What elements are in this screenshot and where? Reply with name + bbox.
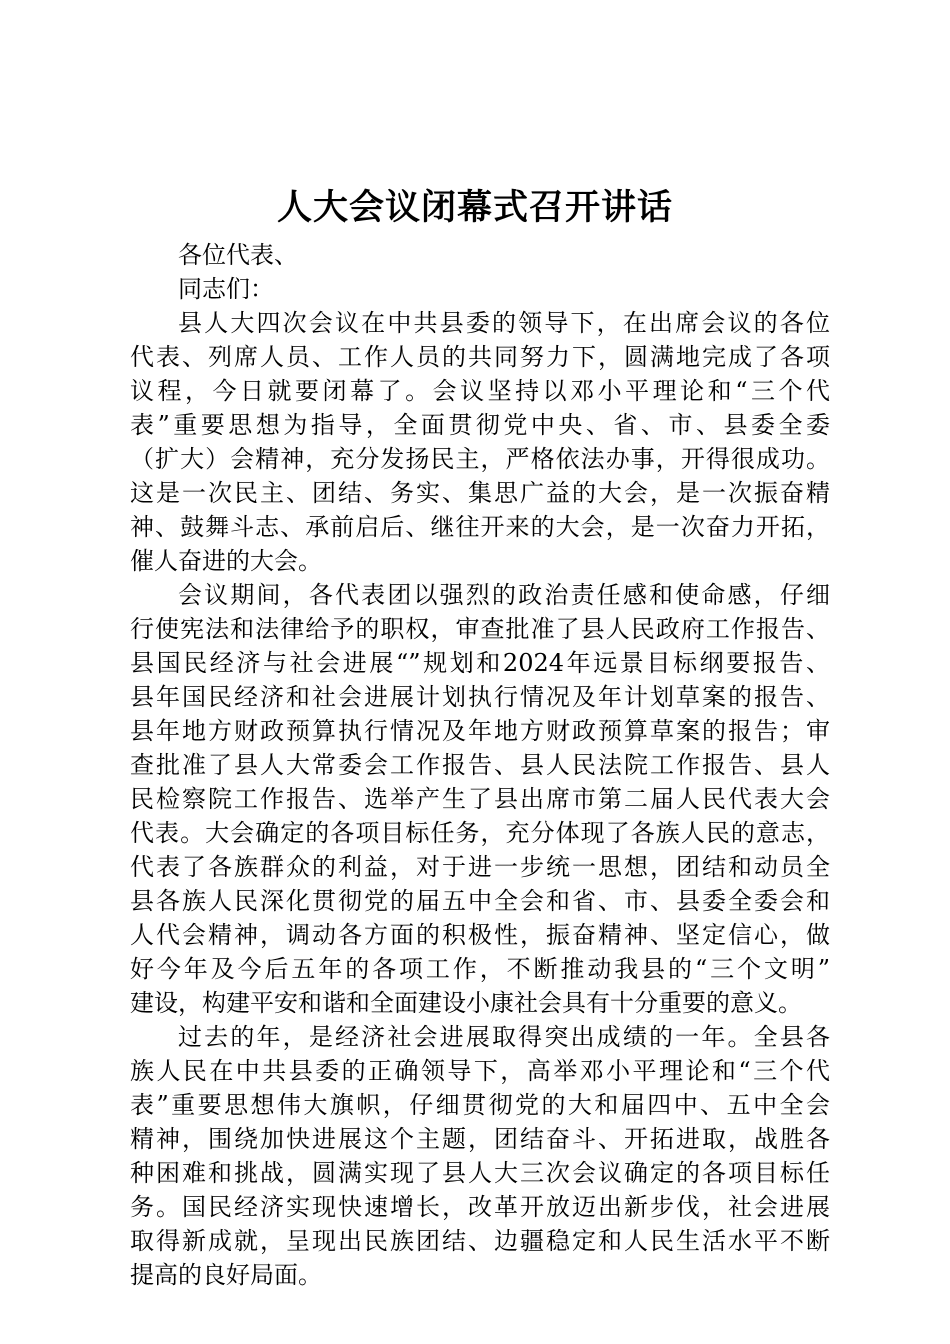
paragraph-line: 议程，今日就要闭幕了。会议坚持以邓小平理论和“三个代 [130, 377, 830, 405]
paragraph-line: 提高的良好局面。 [130, 1261, 322, 1289]
document-title: 人大会议闭幕式召开讲话 [276, 187, 673, 228]
paragraph-line: 代表了各族群众的利益，对于进一步统一思想，团结和动员全 [130, 853, 830, 881]
paragraph-line: 好今年及今后五年的各项工作，不断推动我县的“三个文明” [130, 955, 830, 983]
paragraph-line: 代表、列席人员、工作人员的共同努力下，圆满地完成了各项 [130, 343, 830, 371]
paragraph-line: 建设，构建平安和谐和全面建设小康社会具有十分重要的意义。 [130, 989, 802, 1017]
paragraph-line: 族人民在中共县委的正确领导下，高举邓小平理论和“三个代 [130, 1057, 830, 1085]
paragraph-line: 表”重要思想伟大旗帜，仔细贯彻党的大和届四中、五中全会 [130, 1091, 830, 1119]
paragraph-line: 过去的年，是经济社会进展取得突出成绩的一年。全县各 [178, 1023, 830, 1051]
paragraph-line: （扩大）会精神，充分发扬民主，严格依法办事，开得很成功。 [130, 445, 830, 473]
paragraph-line: 取得新成就，呈现出民族团结、边疆稳定和人民生活水平不断 [130, 1227, 830, 1255]
paragraph-line: 精神，围绕加快进展这个主题，团结奋斗、开拓进取，战胜各 [130, 1125, 830, 1153]
paragraph-line: 县各族人民深化贯彻党的届五中全会和省、市、县委全委会和 [130, 887, 830, 915]
paragraph-line: 会议期间，各代表团以强烈的政治责任感和使命感，仔细 [178, 581, 830, 609]
paragraph-line: 行使宪法和法律给予的职权，审查批准了县人民政府工作报告、 [130, 615, 830, 643]
paragraph-line: 这是一次民主、团结、务实、集思广益的大会，是一次振奋精 [130, 479, 830, 507]
paragraph-line: 表”重要思想为指导，全面贯彻党中央、省、市、县委全委 [130, 411, 830, 439]
paragraph-line: 种困难和挑战，圆满实现了县人大三次会议确定的各项目标任 [130, 1159, 830, 1187]
paragraph-line: 人代会精神，调动各方面的积极性，振奋精神、坚定信心，做 [130, 921, 830, 949]
paragraph-line: 催人奋进的大会。 [130, 547, 322, 575]
paragraph-line: 代表。大会确定的各项目标任务，充分体现了各族人民的意志， [130, 819, 830, 847]
paragraph-line: 县国民经济与社会进展“”规划和2024年远景目标纲要报告、 [130, 649, 830, 677]
paragraph-line: 务。国民经济实现快速增长，改革开放迈出新步伐，社会进展 [130, 1193, 830, 1221]
salutation-line: 各位代表、 [178, 241, 298, 269]
paragraph-line: 查批准了县人大常委会工作报告、县人民法院工作报告、县人 [130, 751, 830, 779]
paragraph-line: 神、鼓舞斗志、承前启后、继往开来的大会，是一次奋力开拓， [130, 513, 830, 541]
paragraph-line: 县年国民经济和社会进展计划执行情况及年计划草案的报告、 [130, 683, 830, 711]
paragraph-line: 县人大四次会议在中共县委的领导下，在出席会议的各位 [178, 309, 830, 337]
salutation-line: 同志们： [178, 275, 274, 303]
paragraph-line: 民检察院工作报告、选举产生了县出席市第二届人民代表大会 [130, 785, 830, 813]
paragraph-line: 县年地方财政预算执行情况及年地方财政预算草案的报告；审 [130, 717, 830, 745]
